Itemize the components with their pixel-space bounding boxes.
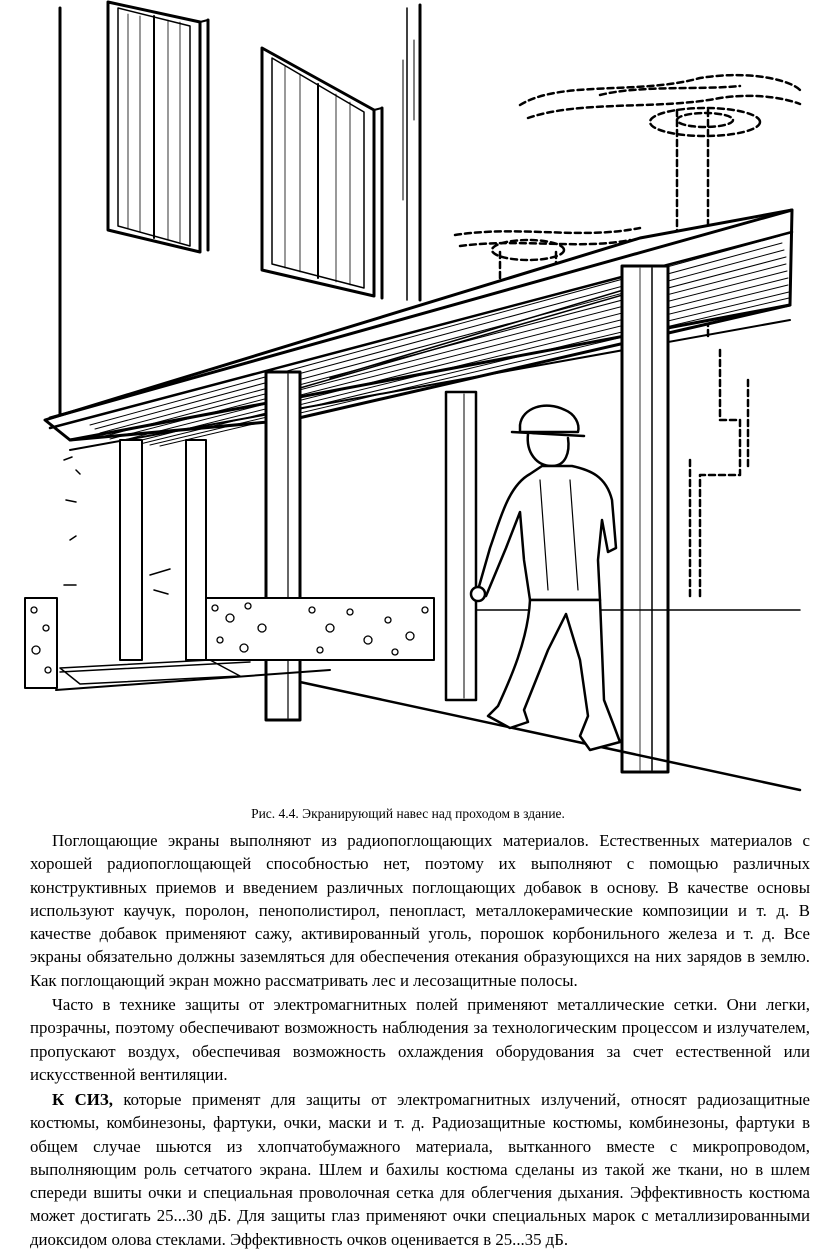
canopy-column-front-right xyxy=(622,266,668,772)
building-window-right xyxy=(262,48,382,298)
canopy-column-front-center xyxy=(266,372,300,720)
paragraph-metal-meshes: Часто в технике защиты от электромагнитных полей применяют металлические сетки. Они легки, прозрачны, поэтому обеспечивают возможность наблюдения за технологическим процессом и излучателем, пропускают воздух, обеспечивая возможность охлаждения оборудования за счет естественной или искусственной вентиляции. xyxy=(30,995,810,1084)
worker-figure xyxy=(471,406,620,750)
ppe-lead-term: К СИЗ, xyxy=(52,1090,113,1109)
wall-texture xyxy=(64,457,170,594)
figure-caption: Рис. 4.4. Экранирующий навес над проходом в здание. xyxy=(251,806,565,821)
ppe-body-text: которые применят для защиты от электромагнитных излучений, относят радиозащитные костюмы, комбинезоны, фартуки, очки, маски и т. д. Радиозащитные костюмы, комбинезоны, фартуки в общем случае шьются из хлопчатобумажного материала, вытканного вместе с микропроводом, выполняющим роль сетчатого экрана. Шлем и бахилы костюма сделаны из такой же ткани, но в шлем спереди вшиты очки и специальная проволочная сетка для облегчения дыхания. Эффективность костюма может достигать 25...30 дБ. Для защиты глаз применяют очки специальных марок с металлизированными диоксидом олова стеклами. Эффективность очков оценивается в 25...35 дБ. xyxy=(30,1090,810,1249)
paragraph-ppe xyxy=(30,1088,810,1251)
building-window-left xyxy=(108,2,208,252)
paragraph-absorbing-screens: Поглощающие экраны выполняют из радиопоглощающих материалов. Естественных материалов с хорошей радиопоглощающей способностью нет, поэтому их выполняют с помощью различных конструктивных приемов и введением различных поглощающих добавок в основу. В качестве основы используют каучук, поролон, пенополистирол, пенопласт, металлокерамические композиции и т. д. В качестве добавок применяют сажу, активированный уголь, порошок корбонильного железа и т. д. Все экраны обязательно должны заземляться для обеспечения отекания образующихся на них зарядов в землю. Как поглощающий экран можно рассматривать лес и лесозащитные полосы. xyxy=(30,831,810,990)
ground-lines xyxy=(56,660,800,790)
